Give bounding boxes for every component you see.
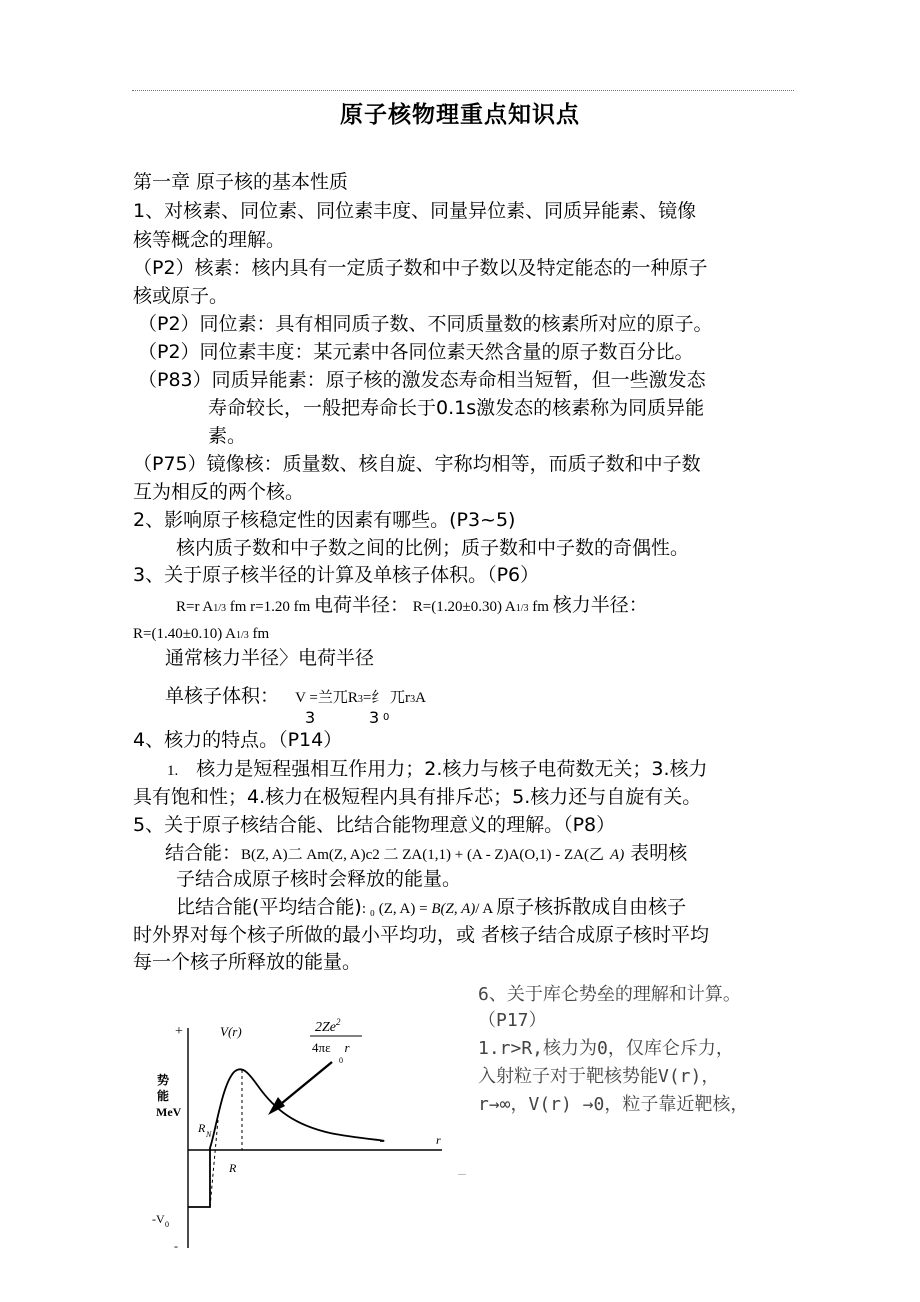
- v0-sub: 0: [165, 1220, 169, 1229]
- formula-label: 比结合能(平均结合能): [176, 896, 362, 918]
- right-text-line: 1.r>R,核力为0，仅库仑斥力，: [478, 1038, 734, 1059]
- section-heading: 4、核力的特点。（P14）: [133, 729, 343, 751]
- text-line: 素。: [208, 425, 247, 447]
- text-line: （P2）同位素丰度：某元素中各同位素天然含量的原子数百分比。: [138, 341, 694, 363]
- rn-sub: N: [206, 1130, 212, 1139]
- formula-text: fm r=1.20 fm: [226, 599, 315, 615]
- formula-label: 核力半径：: [552, 594, 648, 616]
- text-line: 核等概念的理解。: [133, 229, 286, 251]
- right-text-line: 入射粒子对于靶核势能V(r)，: [478, 1066, 720, 1087]
- formula-denominator: 3: [305, 708, 316, 727]
- energy-label-1: 势: [157, 1073, 170, 1087]
- formula-text: B(Z, A): [431, 901, 476, 917]
- r-axis-label: r: [436, 1133, 441, 1147]
- text-span: 原子核拆散成自由核子: [496, 896, 687, 918]
- section-heading: 2、影响原子核稳定性的因素有哪些。(P3~5): [133, 509, 516, 531]
- formula-label: 电荷半径：: [314, 594, 410, 616]
- formula-text: =纟 兀r: [362, 690, 411, 706]
- text-line: 具有饱和性；4.核力在极短程内具有排斥芯；5.核力还与自旋有关。: [133, 786, 702, 808]
- text-line: 通常核力半径〉电荷半径: [165, 647, 375, 669]
- section-heading: 3、关于原子核半径的计算及单核子体积。（P6）: [133, 564, 540, 586]
- right-text-line: （P17）: [478, 1010, 547, 1031]
- text-line: 1、对核素、同位素、同位素丰度、同量异位素、同质异能素、镜像: [133, 200, 697, 222]
- radius-formula-line: [133, 620, 269, 648]
- text-line: （P83）同质异能素：原子核的激发态寿命相当短暂，但一些激发态: [138, 369, 706, 391]
- text-line: （P2）核素：核内具有一定质子数和中子数以及特定能态的一种原子: [133, 257, 708, 279]
- formula-sub: 0: [383, 712, 390, 723]
- formula-sub: 3: [410, 694, 416, 705]
- formula-sub: 3: [357, 694, 363, 705]
- text-line: 时外界对每个核子所做的最小平均功，或 者核子结合成原子核时平均: [133, 924, 710, 946]
- text-span: 核力是短程强相互作用力；2.核力与核子电荷数无关；3.核力: [196, 758, 708, 780]
- potential-axis-label: V(r): [220, 1024, 242, 1039]
- coulomb-denominator: [312, 1040, 351, 1055]
- top-divider: [132, 90, 794, 91]
- section-heading: 5、关于原子核结合能、比结合能物理意义的理解。（P8）: [133, 814, 616, 836]
- formula-text: R=(1.40±0.10) A: [133, 626, 236, 642]
- text-line: 核内质子数和中子数之间的比例；质子数和中子数的奇偶性。: [176, 537, 690, 559]
- formula-text: : ₀ (Z, A) =: [361, 901, 432, 917]
- binding-energy-line: [165, 841, 687, 867]
- formula-label: 单核子体积：: [165, 685, 280, 707]
- formula-text: fm: [528, 599, 553, 615]
- formula-text: A: [415, 690, 426, 706]
- numerator-sup: 2: [336, 1017, 341, 1027]
- formula-text: B(Z, A)二 Am(Z, A)c2 二 ZA(1,1) + (A - Z)A(O,1) - ZA(乙: [241, 847, 604, 863]
- formula-sub: 1/3: [235, 630, 249, 641]
- list-number: 1.: [167, 763, 179, 779]
- text-line: （P2）同位素：具有相同质子数、不同质量数的核素所对应的原子。: [138, 313, 713, 335]
- formula-text: A): [610, 847, 625, 863]
- text-line: 寿命较长，一般把寿命长于0.1s激发态的核素称为同质异能: [208, 397, 705, 419]
- coulomb-barrier-figure: [130, 1010, 480, 1260]
- energy-label-2: 能: [157, 1089, 170, 1103]
- text-line: 互为相反的两个核。: [133, 481, 305, 503]
- denominator-r: r: [344, 1040, 350, 1055]
- rn-label: R: [198, 1121, 206, 1135]
- figure-mark: __: [458, 1167, 466, 1176]
- formula-text: / A: [475, 901, 497, 917]
- formula-text: R=r A: [176, 599, 214, 615]
- formula-denominator: 3: [369, 708, 380, 727]
- numerator-text: 2Ze: [315, 1020, 336, 1035]
- formula-sub: 1/3: [515, 603, 529, 614]
- page-title: 原子核物理重点知识点: [340, 102, 580, 128]
- arrow-shaft: [276, 1062, 332, 1108]
- text-line: （P75）镜像核：质量数、核自旋、宇称均相等，而质子数和中子数: [133, 453, 701, 475]
- v0-label: -V: [152, 1212, 165, 1226]
- text-line: 子结合成原子核时会释放的能量。: [176, 868, 462, 890]
- chapter-heading: 第一章 原子核的基本性质: [133, 171, 349, 193]
- formula-text: V =兰兀R: [295, 690, 358, 706]
- y-plus-sign: +: [175, 1024, 183, 1039]
- text-line: [167, 757, 708, 783]
- formula-label: 结合能：: [165, 842, 242, 864]
- right-text-line: r→∞，V(r) →0，粒子靠近靶核，: [478, 1094, 749, 1115]
- formula-text: R=(1.20±0.30) A: [409, 599, 516, 615]
- denominator-text: 4πε: [312, 1040, 331, 1055]
- potential-curve: [188, 1069, 384, 1207]
- coulomb-numerator: [315, 1017, 341, 1035]
- text-line: 核或原子。: [133, 285, 229, 307]
- specific-binding-line: [176, 895, 686, 921]
- right-text-line: 6、关于库仑势垒的理解和计算。: [478, 984, 741, 1005]
- y-minus-sign: -: [174, 1239, 178, 1253]
- r-label: R: [229, 1161, 237, 1175]
- radius-formula-line: [176, 593, 648, 621]
- text-line: 每一个核子所释放的能量。: [133, 951, 362, 973]
- denominator-sub: 0: [339, 1056, 343, 1065]
- mev-label: MeV: [156, 1105, 182, 1119]
- formula-sub: 1/3: [213, 603, 226, 614]
- text-span: 表明核: [624, 842, 688, 864]
- formula-text: fm: [248, 626, 270, 642]
